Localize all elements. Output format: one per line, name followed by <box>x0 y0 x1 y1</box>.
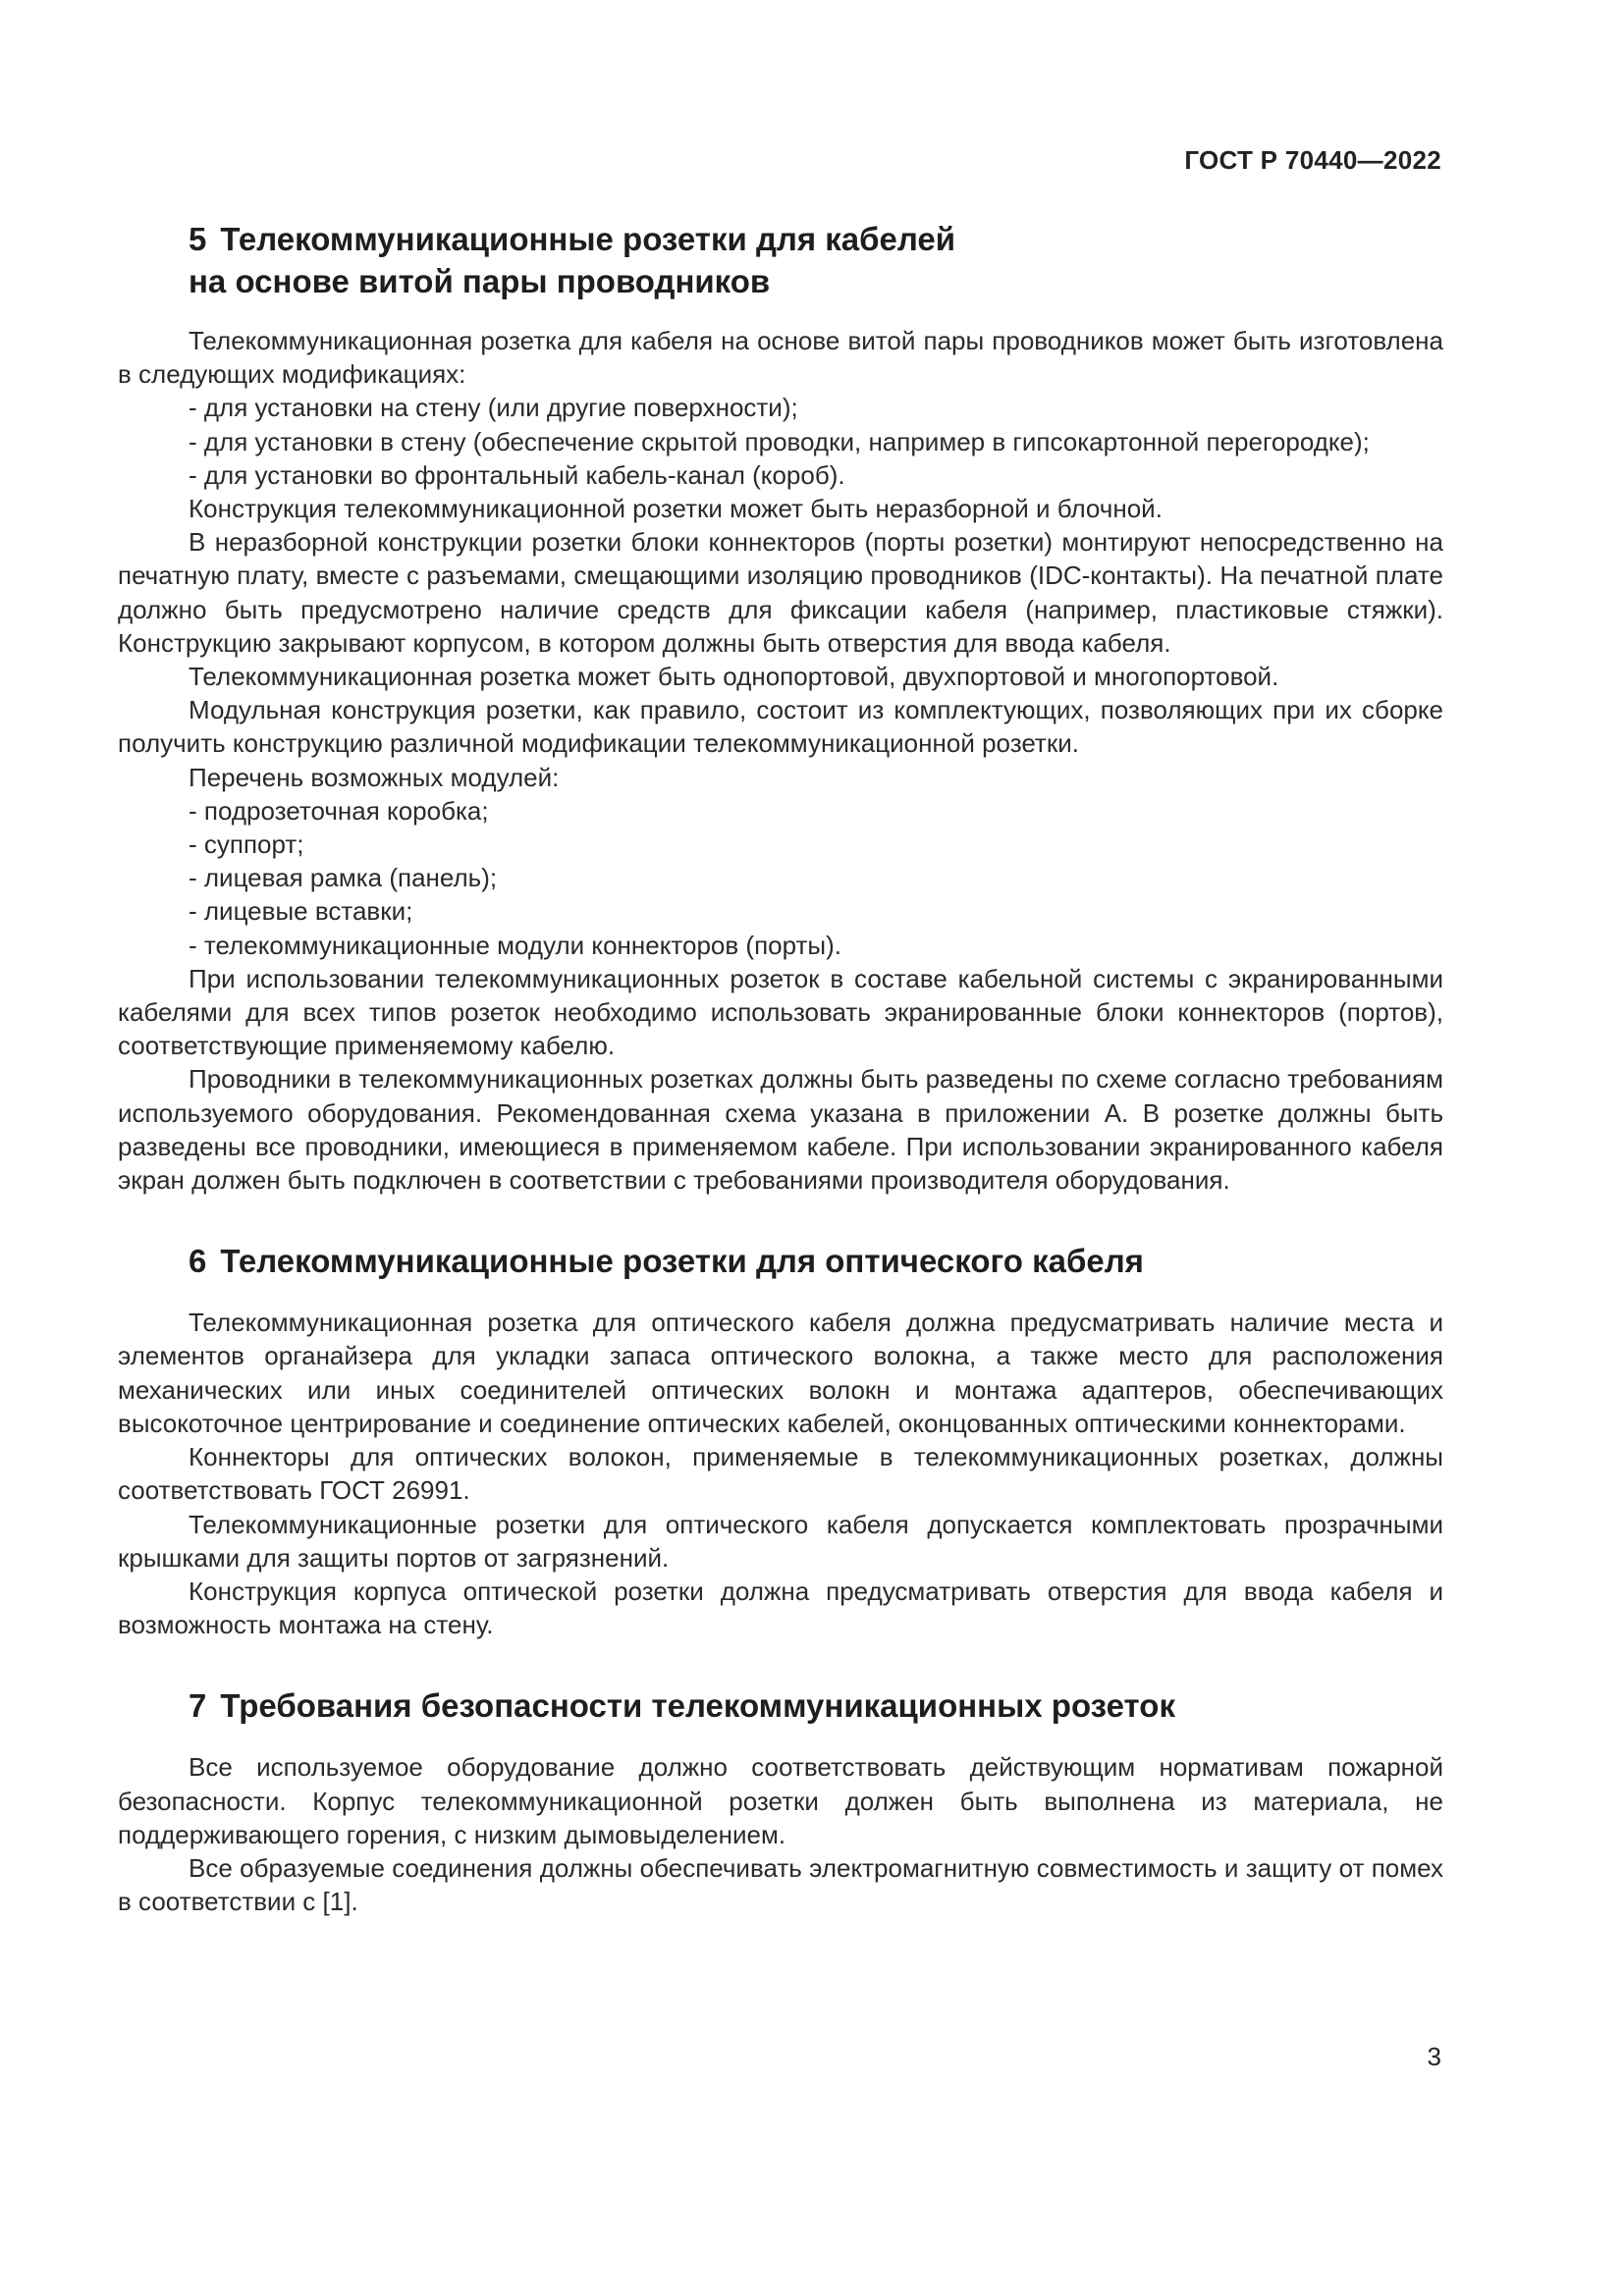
section-5-number: 5 <box>189 221 207 257</box>
list-item: - для установки на стену (или другие поверхности); <box>189 393 798 423</box>
list-item: - телекоммуникационные модули коннекторов (порты). <box>189 930 841 960</box>
paragraph: Телекоммуникационные розетки для оптического кабеля допускается комплектовать прозрачными крышками для защиты портов от загрязнений. <box>118 1509 1443 1573</box>
paragraph: Модульная конструкция розетки, как правило, состоит из комплектующих, позволяющих при их сборке получить конструкцию различной модификации телекоммуникационной розетки. <box>118 695 1443 759</box>
section-7 <box>118 1684 1443 1918</box>
paragraph: Конструкция телекоммуникационной розетки может быть неразборной и блочной. <box>189 494 1163 524</box>
section-6-heading <box>118 1240 1443 1282</box>
document-body <box>118 218 1443 1918</box>
paragraph: Телекоммуникационная розетка для оптического кабеля должна предусматривать наличие места и элементов органайзера для укладки запаса оптического волокна, а также место для расположения механических или иных соединителей оптических волокн и монтажа адаптеров, обеспечивающих высокоточное центрирование и соединение оптических кабелей, оконцованных оптическими коннекторами. <box>118 1308 1443 1438</box>
section-6 <box>118 1240 1443 1641</box>
paragraph: Все используемое оборудование должно соответствовать действующим нормативам пожарной безопасности. Корпус телекоммуникационной розетки должен быть выполнена из материала, не поддерживающего горения, с низким дымовыделением. <box>118 1752 1443 1849</box>
paragraph: Конструкция корпуса оптической розетки должна предусматривать отверстия для ввода кабеля и возможность монтажа на стену. <box>118 1575 1443 1640</box>
list-item: - подрозеточная коробка; <box>189 795 489 826</box>
paragraph: Перечень возможных модулей: <box>189 762 560 792</box>
section-5 <box>118 218 1443 1197</box>
paragraph: Все образуемые соединения должны обеспечивать электромагнитную совместимость и защиту от помех в соответствии с [1]. <box>118 1852 1443 1917</box>
paragraph: Проводники в телекоммуникационных розетках должны быть разведены по схеме согласно требованиям используемого оборудования. Рекомендованная схема указана в приложении А. В розетке должны быть разведены все проводники, имеющиеся в применяемом кабеле. При использовании экранированного кабеля экран должен быть подключен в соответствии с требованиями производителя оборудования. <box>118 1064 1443 1196</box>
section-7-title: Требования безопасности телекоммуникационных розеток <box>220 1687 1175 1725</box>
section-6-number: 6 <box>189 1243 207 1280</box>
list-item: - суппорт; <box>189 829 304 860</box>
paragraph: Телекоммуникационная розетка может быть однопортовой, двухпортовой и многопортовой. <box>189 662 1279 692</box>
section-7-number: 7 <box>189 1687 207 1725</box>
list-item: - лицевая рамка (панель); <box>189 863 498 893</box>
paragraph: В неразборной конструкции розетки блоки коннекторов (порты розетки) монтируют непосредственно на печатную плату, вместе с разъемами, смещающими изоляцию проводников (IDC-контакты). На печатной плате должно быть предусмотрено наличие средств для фиксации кабеля (например, пластиковые стяжки). Конструкцию закрывают корпусом, в котором должны быть отверстия для ввода кабеля. <box>118 527 1443 658</box>
document-code: ГОСТ Р 70440—2022 <box>1184 145 1441 175</box>
paragraph: При использовании телекоммуникационных розеток в составе кабельной системы с экранированными кабелями для всех типов розеток необходимо использовать экранированные блоки коннекторов (портов), соответствующие применяемому кабелю. <box>118 963 1443 1061</box>
page-number: 3 <box>1427 2042 1441 2071</box>
paragraph: Телекоммуникационная розетка для кабеля на основе витой пары проводников может быть изготовлена в следующих модификациях: <box>118 326 1443 390</box>
list-item: - лицевые вставки; <box>189 896 413 927</box>
list-item: - для установки во фронтальный кабель-канал (короб). <box>189 459 845 490</box>
section-5-title-line-2: на основе витой пары проводников <box>189 263 771 299</box>
list-item: - для установки в стену (обеспечение скрытой проводки, например в гипсокартонной перегородке); <box>189 426 1370 456</box>
section-5-heading <box>118 218 1443 302</box>
section-7-heading <box>118 1684 1443 1727</box>
section-6-title: Телекоммуникационные розетки для оптического кабеля <box>220 1243 1144 1280</box>
section-5-title-line-1: Телекоммуникационные розетки для кабелей <box>220 221 956 257</box>
paragraph: Коннекторы для оптических волокон, применяемые в телекоммуникационных розетках, должны соответствовать ГОСТ 26991. <box>118 1442 1443 1506</box>
